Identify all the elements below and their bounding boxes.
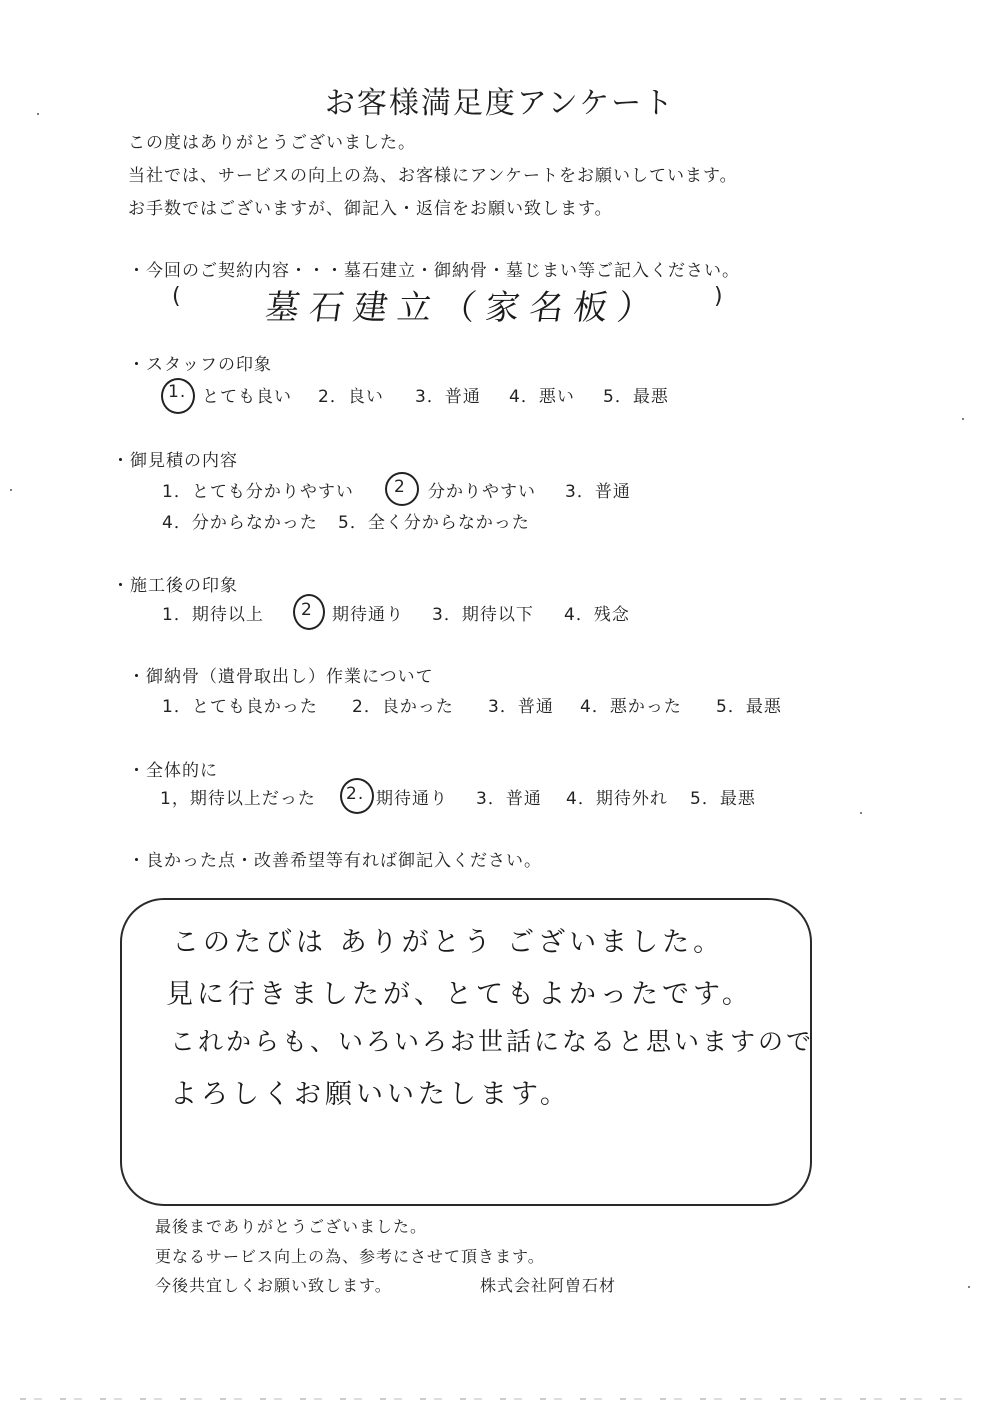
comment-line: よろしくお願いいたします。 (170, 1079, 571, 1110)
overall-option-1: 1，期待以上だった (160, 789, 316, 809)
estimate-option-4: 4．分からなかった (162, 513, 318, 533)
comment-line: これからも、いろいろお世話になると思いますので (170, 1027, 815, 1056)
scan-speck (10, 489, 12, 491)
overall-option-4: 4．期待外れ (566, 789, 668, 809)
comment-line: このたびは ありがとう ございました。 (172, 927, 725, 958)
question-nokotsu: ・御納骨（遺骨取出し）作業について (128, 667, 434, 687)
after-option-2: 期待通り (332, 605, 404, 625)
overall-option-2-number: 2. (346, 784, 365, 804)
nokotsu-option-5: 5．最悪 (716, 697, 782, 717)
scan-speck (962, 418, 964, 420)
question-after-construction: ・施工後の印象 (112, 576, 238, 596)
nokotsu-option-3: 3．普通 (488, 697, 554, 717)
after-option-3: 3．期待以下 (432, 605, 534, 625)
comment-line: 見に行きましたが、とてもよかったです。 (166, 979, 753, 1010)
nokotsu-option-1: 1．とても良かった (162, 697, 318, 717)
intro-line: 当社では、サービスの向上の為、お客様にアンケートをお願いしています。 (128, 166, 738, 186)
overall-option-2: 期待通り (376, 789, 448, 809)
estimate-option-5: 5．全く分からなかった (338, 513, 530, 533)
after-option-2-number: 2 (301, 600, 313, 620)
nokotsu-option-2: 2．良かった (352, 697, 454, 717)
question-contract: ・今回のご契約内容・・・墓石建立・御納骨・墓じまい等ご記入ください。 (128, 261, 740, 281)
scan-speck (37, 113, 39, 115)
footer-line: 最後までありがとうございました。 (155, 1217, 428, 1236)
scan-speck (860, 812, 862, 814)
staff-option-1-number: 1. (168, 382, 187, 402)
open-paren: ( (172, 284, 181, 309)
overall-option-5: 5．最悪 (690, 789, 756, 809)
estimate-option-3: 3．普通 (565, 482, 631, 502)
after-option-1: 1．期待以上 (162, 605, 264, 625)
estimate-option-1: 1．とても分かりやすい (162, 482, 354, 502)
intro-line: お手数ではございますが、御記入・返信をお願い致します。 (128, 199, 613, 219)
contract-answer: 墓石建立（家名板） (262, 288, 665, 328)
question-comments: ・良かった点・改善希望等有れば御記入ください。 (128, 851, 542, 871)
staff-option-3: 3．普通 (415, 387, 481, 407)
staff-option-1: とても良い (202, 387, 292, 407)
close-paren: ) (714, 284, 723, 309)
footer-line: 更なるサービス向上の為、参考にさせて頂きます。 (155, 1247, 545, 1266)
estimate-option-2: 分かりやすい (428, 482, 536, 502)
scan-speck (968, 1286, 970, 1288)
staff-option-4: 4．悪い (509, 387, 575, 407)
footer-line: 今後共宜しくお願い致します。 (155, 1276, 392, 1295)
estimate-option-2-number: 2 (394, 477, 406, 497)
staff-option-2: 2．良い (318, 387, 384, 407)
staff-option-5: 5．最悪 (603, 387, 669, 407)
page-title: お客様満足度アンケート (324, 86, 676, 121)
intro-line: この度はありがとうございました。 (128, 133, 416, 153)
overall-option-3: 3．普通 (476, 789, 542, 809)
after-option-4: 4．残念 (564, 605, 630, 625)
question-overall: ・全体的に (128, 761, 218, 781)
question-staff: ・スタッフの印象 (128, 355, 272, 375)
company-name: 株式会社阿曽石材 (480, 1276, 617, 1295)
nokotsu-option-4: 4．悪かった (580, 697, 682, 717)
scan-edge-noise (20, 1398, 980, 1400)
question-estimate: ・御見積の内容 (112, 451, 238, 471)
